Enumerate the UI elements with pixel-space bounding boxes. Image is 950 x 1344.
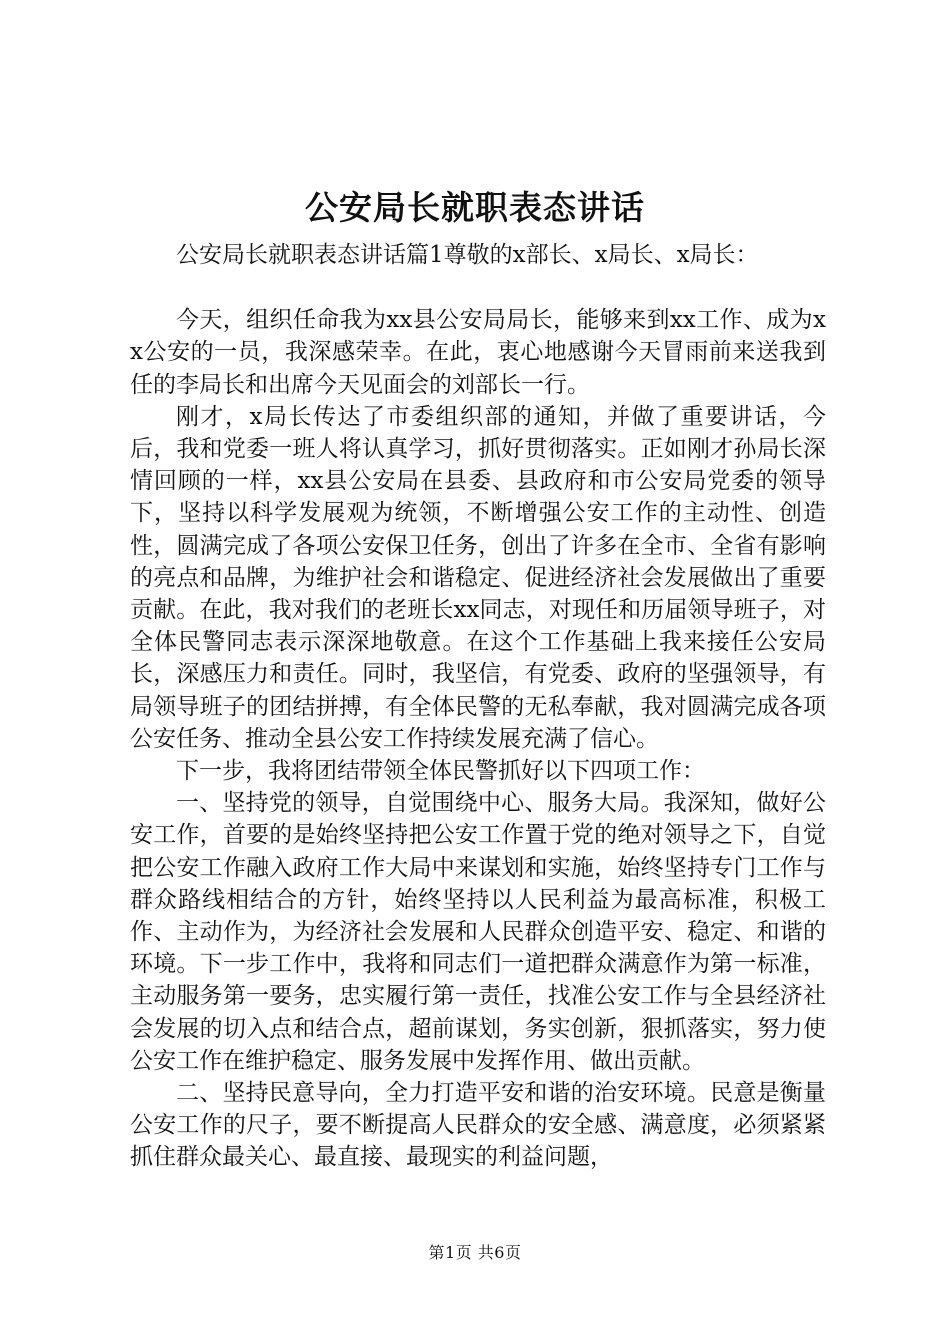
page-footer: 第1页 共6页 xyxy=(428,1243,522,1262)
paragraph-point-two: 二、坚持民意导向，全力打造平安和谐的治安环境。民意是衡量公安工作的尺子，要不断提高人民群众的安全感、满意度，必须紧紧抓住群众最关心、最直接、最现实的利益问题， xyxy=(130,1080,826,1171)
paragraph-appointment: 今天，组织任命我为xx县公安局局长，能够来到xx工作、成为xx公安的一员，我深感荣幸。在此，衷心地感谢今天冒雨前来送我到任的李局长和出席今天见面会的刘部长一行。 xyxy=(130,307,826,398)
document-body xyxy=(130,239,826,1174)
paragraph-acknowledgement: 刚才，x局长传达了市委组织部的通知，并做了重要讲话，今后，我和党委一班人将认真学习，抓好贯彻落实。正如刚才孙局长深情回顾的一样，xx县公安局在县委、县政府和市公安局党委的领导下，坚持以科学发展观为统领，不断增强公安工作的主动性、创造性，圆满完成了各项公安保卫任务，创出了许多在全市、全省有影响的亮点和品牌，为维护社会和谐稳定、促进经济社会发展做出了重要贡献。在此，我对我们的老班长xx同志，对现任和历届领导班子，对全体民警同志表示深深地敬意。在这个工作基础上我来接任公安局长，深感压力和责任。同时，我坚信，有党委、政府的坚强领导，有局领导班子的团结拼搏，有全体民警的无私奉献，我对圆满完成各项公安任务、推动全县公安工作持续发展充满了信心。 xyxy=(130,403,826,752)
paragraph-spacer xyxy=(130,271,826,304)
paragraph-point-one: 一、坚持党的领导，自觉围绕中心、服务大局。我深知，做好公安工作，首要的是始终坚持把公安工作置于党的绝对领导之下，自觉把公安工作融入政府工作大局中来谋划和实施，始终坚持专门工作与群众路线相结合的方针，始终坚持以人民利益为最高标准，积极工作、主动作为，为经济社会发展和人民群众创造平安、稳定、和谐的环境。下一步工作中，我将和同志们一道把群众满意作为第一标准，主动服务第一要务，忠实履行第一责任，找准公安工作与全县经济社会发展的切入点和结合点，超前谋划，务实创新，狠抓落实，努力使公安工作在维护稳定、服务发展中发挥作用、做出贡献。 xyxy=(130,790,826,1074)
opening-paragraph: 公安局长就职表态讲话篇1尊敬的x部长、x局长、x局长： xyxy=(176,242,759,268)
paragraph-next-steps: 下一步，我将团结带领全体民警抓好以下四项工作： xyxy=(176,758,705,785)
document-title: 公安局长就职表态讲话 xyxy=(305,188,645,227)
